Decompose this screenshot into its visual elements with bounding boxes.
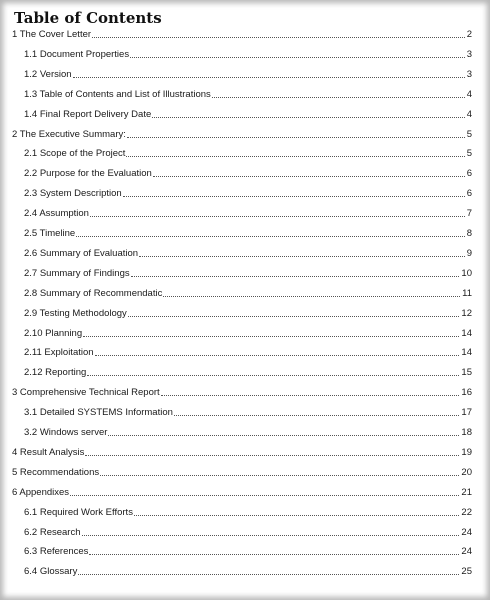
toc-entry[interactable] <box>24 345 472 359</box>
toc-entry[interactable] <box>24 226 472 240</box>
toc-entry-page-number: 9 <box>466 247 472 259</box>
dot-leader <box>83 336 459 337</box>
toc-entry-label: 2.11 Exploitation <box>24 347 94 359</box>
toc-entry-label: 2.4 Assumption <box>24 208 89 220</box>
dot-leader <box>163 296 460 297</box>
dot-leader <box>139 256 465 257</box>
toc-entry[interactable] <box>12 385 472 399</box>
toc-entry[interactable] <box>24 286 472 300</box>
toc-entry-page-number: 20 <box>461 466 472 478</box>
toc-entry-page-number: 3 <box>466 48 472 60</box>
toc-entry-label: 6 Appendixes <box>12 486 70 498</box>
toc-entry-page-number: 5 <box>466 148 472 160</box>
toc-entry-page-number: 10 <box>461 267 472 279</box>
toc-entry-label: 2.2 Purpose for the Evaluation <box>24 168 152 180</box>
toc-entry-label: 2 The Executive Summary: <box>12 128 126 140</box>
toc-entry[interactable] <box>24 505 472 519</box>
toc-entry-page-number: 4 <box>466 88 472 100</box>
dot-leader <box>76 236 464 237</box>
toc-entry[interactable] <box>24 67 472 81</box>
dot-leader <box>152 117 464 118</box>
toc-entry-label: 2.8 Summary of Recommendatic <box>24 287 163 299</box>
toc-entry-page-number: 18 <box>461 427 472 438</box>
toc-entry-label: 2.9 Testing Methodology <box>24 307 127 319</box>
toc-entry-label: 3 Comprehensive Technical Report <box>12 387 160 399</box>
toc-entry-label: 1.4 Final Report Delivery Date <box>24 108 152 120</box>
toc-title: Table of Contents <box>14 9 162 27</box>
toc-entry[interactable] <box>24 525 472 539</box>
toc-entry[interactable] <box>24 107 472 121</box>
dot-leader <box>85 455 459 456</box>
toc-entry[interactable] <box>12 465 472 479</box>
toc-entry[interactable] <box>24 365 472 379</box>
toc-entry-label: 2.12 Reporting <box>24 367 87 379</box>
toc-entry[interactable] <box>24 425 472 439</box>
toc-entry-label: 2.6 Summary of Evaluation <box>24 247 139 259</box>
dot-leader <box>127 137 465 138</box>
toc-entry[interactable] <box>24 564 472 578</box>
dot-leader <box>130 57 465 58</box>
toc-entry-label: 1.1 Document Properties <box>24 48 130 60</box>
dot-leader <box>73 77 465 78</box>
toc-entry-label: 1 The Cover Letter <box>12 29 92 40</box>
toc-entry[interactable] <box>24 326 472 340</box>
dot-leader <box>174 415 460 416</box>
toc-entry-page-number: 15 <box>461 367 472 379</box>
toc-entry[interactable] <box>24 47 472 61</box>
toc-entry-page-number: 19 <box>461 446 472 458</box>
toc-entry[interactable] <box>24 166 472 180</box>
dot-leader <box>161 395 460 396</box>
dot-leader <box>78 574 459 575</box>
toc-entry-label: 6.3 References <box>24 546 89 558</box>
toc-entry-page-number: 5 <box>466 128 472 140</box>
toc-entry-page-number: 6 <box>466 188 472 200</box>
toc-entry-label: 6.4 Glossary <box>24 566 78 578</box>
toc-entry[interactable] <box>12 445 472 459</box>
toc-entry[interactable] <box>12 127 472 141</box>
dot-leader <box>123 196 465 197</box>
toc-entry[interactable] <box>24 246 472 260</box>
toc-entry-label: 6.2 Research <box>24 526 81 538</box>
toc-entry-page-number: 6 <box>466 168 472 180</box>
toc-entry[interactable] <box>24 87 472 101</box>
toc-entry[interactable] <box>24 146 472 160</box>
toc-entry[interactable] <box>24 206 472 220</box>
toc-entry[interactable] <box>24 405 472 419</box>
dot-leader <box>131 276 460 277</box>
toc-entry-page-number: 11 <box>462 287 472 299</box>
toc-entry-page-number: 7 <box>466 208 472 220</box>
toc-entry-page-number: 24 <box>461 526 472 538</box>
toc-entry-label: 4 Result Analysis <box>12 446 85 458</box>
toc-entry[interactable] <box>12 27 472 41</box>
dot-leader <box>134 515 459 516</box>
toc-entry-label: 3.2 Windows server <box>24 427 108 438</box>
toc-entry-page-number: 17 <box>461 407 472 419</box>
toc-entry[interactable] <box>24 186 472 200</box>
toc-entry-label: 2.3 System Description <box>24 188 122 200</box>
toc-entry-page-number: 14 <box>461 347 472 359</box>
dot-leader <box>100 475 459 476</box>
toc-entry-label: 6.1 Required Work Efforts <box>24 506 133 518</box>
toc-entry-page-number: 4 <box>466 108 472 120</box>
toc-entry[interactable] <box>12 485 472 499</box>
dot-leader <box>90 216 465 217</box>
dot-leader <box>70 495 459 496</box>
dot-leader <box>89 554 459 555</box>
toc-entry-label: 2.10 Planning <box>24 327 83 339</box>
toc-entry-page-number: 3 <box>466 68 472 80</box>
toc-entry-label: 5 Recommendations <box>12 466 100 478</box>
dot-leader <box>92 37 465 38</box>
toc-entry-label: 1.2 Version <box>24 68 72 80</box>
toc-entry-page-number: 2 <box>466 29 472 40</box>
toc-entry-page-number: 8 <box>466 228 472 239</box>
toc-entry-page-number: 22 <box>461 506 472 518</box>
toc-entry-page-number: 21 <box>461 486 472 498</box>
dot-leader <box>153 176 465 177</box>
toc-entry-page-number: 12 <box>461 307 472 319</box>
toc-entry-label: 1.3 Table of Contents and List of Illustrations <box>24 88 211 100</box>
dot-leader <box>212 97 465 98</box>
toc-entry[interactable] <box>24 306 472 320</box>
dot-leader <box>126 156 464 157</box>
dot-leader <box>87 375 459 376</box>
dot-leader <box>128 316 460 317</box>
toc-entry-page-number: 16 <box>461 387 472 399</box>
toc-entry-label: 2.7 Summary of Findings <box>24 267 130 279</box>
toc-entry-label: 2.5 Timeline <box>24 228 76 239</box>
toc-entry-page-number: 25 <box>461 566 472 578</box>
toc-entry-page-number: 24 <box>461 546 472 558</box>
toc-entry-label: 2.1 Scope of the Project <box>24 148 126 160</box>
dot-leader <box>95 355 460 356</box>
dot-leader <box>82 535 460 536</box>
toc-entry-label: 3.1 Detailed SYSTEMS Information <box>24 407 173 419</box>
toc-entry[interactable] <box>24 544 472 558</box>
dot-leader <box>108 435 459 436</box>
toc-entry[interactable] <box>24 266 472 280</box>
toc-entry-page-number: 14 <box>461 327 472 339</box>
